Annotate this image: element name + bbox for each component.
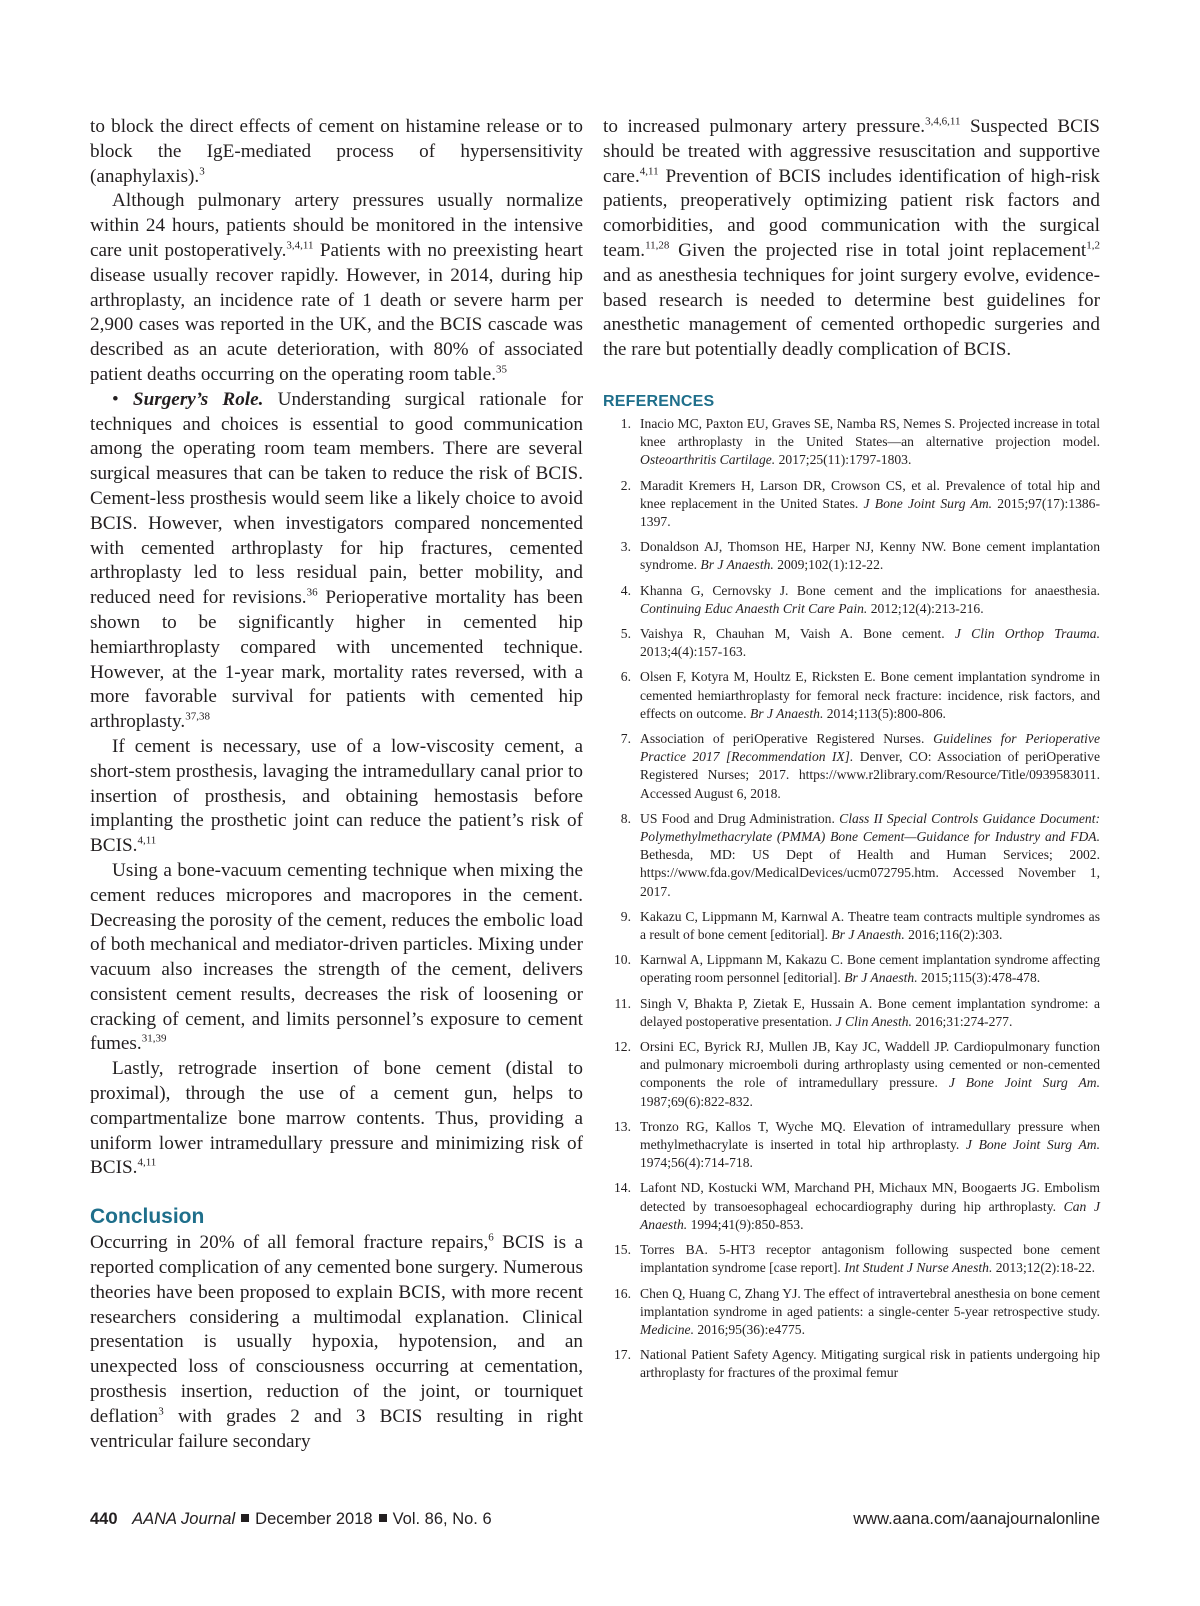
reference-citation: 2014;113(5):800-806. bbox=[823, 705, 946, 721]
reference-number: 14. bbox=[614, 1180, 631, 1196]
reference-text: Singh V, Bhakta P, Zietak E, Hussain A. Bone cement implantation syndrome: a delayed postoperative presentation. bbox=[640, 995, 1100, 1029]
reference-journal: Int Student J Nurse Anesth. bbox=[844, 1260, 993, 1276]
reference-text: National Patient Safety Agency. Mitigating surgical risk in patients undergoing hip arthroplasty for fractures of the proximal femur bbox=[640, 1347, 1100, 1381]
paragraph: If cement is necessary, use of a low-viscosity cement, a short-stem prosthesis, lavaging the intramedullary canal prior to insertion of prosthesis, and obtaining hemostasis before implanting the prosthetic joint can reduce the patient’s risk of BCIS.$^{4,11}$ bbox=[90, 735, 583, 857]
journal-name: AANA Journal bbox=[132, 1510, 236, 1528]
reference-citation: 2017;25(11):1797-1803. bbox=[775, 452, 912, 468]
reference-number: 2. bbox=[620, 477, 631, 493]
reference-journal: Medicine. bbox=[640, 1321, 694, 1337]
reference-item bbox=[603, 908, 1100, 944]
reference-text: US Food and Drug Administration. bbox=[640, 810, 840, 826]
reference-citation: 2015;115(3):478-478. bbox=[917, 970, 1041, 986]
paragraph: Using a bone-vacuum cementing technique when mixing the cement reduces micropores and macropores in the cement. Decreasing the porosity of the cement, reduces the embolic load of both mechanical and mediator-driven particles. Mixing under vacuum also increases the strength of the cement, delivers consistent cement results, decreases the risk of loosening or cracking of cement, and limits personnel’s exposure to cement fumes.$^{31,39}$ bbox=[90, 859, 583, 1055]
reference-text: Vaishya R, Chauhan M, Vaish A. Bone cement. bbox=[640, 626, 955, 641]
reference-journal: Continuing Educ Anaesth Crit Care Pain. bbox=[640, 600, 868, 616]
reference-citation: 2015;97(17):1386-1397. bbox=[640, 495, 1100, 529]
reference-text: Karnwal A, Lippmann M, Kakazu C. Bone cement implantation syndrome affecting operating room personnel [editorial]. bbox=[640, 952, 1100, 986]
reference-citation: 1974;56(4):714-718. bbox=[640, 1155, 753, 1171]
reference-text: Khanna G, Cernovsky J. Bone cement and the implications for anaesthesia. bbox=[640, 582, 1100, 598]
reference-journal: Osteoarthritis Cartilage. bbox=[640, 452, 776, 468]
volume-issue: Vol. 86, No. 6 bbox=[392, 1510, 492, 1528]
reference-citation: 2016;116(2):303. bbox=[904, 927, 1003, 943]
citation: 37,38 bbox=[185, 710, 210, 723]
reference-citation: 1994;41(9):850-853. bbox=[687, 1216, 804, 1232]
reference-text: Donaldson AJ, Thomson HE, Harper NJ, Kenny NW. Bone cement implantation syndrome. bbox=[640, 539, 1100, 573]
citation: 3 bbox=[199, 165, 205, 178]
reference-item bbox=[603, 1241, 1100, 1277]
citation: 36 bbox=[306, 586, 318, 599]
conclusion-heading: Conclusion bbox=[90, 1205, 205, 1229]
reference-citation: 1987;69(6):822-832. bbox=[640, 1093, 753, 1109]
reference-item bbox=[603, 538, 1100, 574]
reference-citation: 2009;102(1):12-22. bbox=[773, 557, 884, 573]
reference-journal: J Clin Anesth. bbox=[835, 1013, 912, 1029]
reference-number: 10. bbox=[614, 952, 631, 968]
reference-item bbox=[603, 1179, 1100, 1234]
reference-citation: 2016;31:274-277. bbox=[911, 1013, 1013, 1029]
reference-item bbox=[603, 810, 1100, 901]
reference-item bbox=[603, 1285, 1100, 1340]
reference-journal: J Bone Joint Surg Am. bbox=[965, 1137, 1100, 1153]
reference-text: Chen Q, Huang C, Zhang YJ. The effect of intravertebral anesthesia on bone cement implantation syndrome in aged patients: a single-center 5-year retrospective study. bbox=[640, 1285, 1100, 1319]
paragraph: to increased pulmonary artery pressure.$^{3,4,6,11}$ Suspected BCIS should be treated with aggressive resuscitation and supportive care.$^{4,11}$ Prevention of BCIS includes identification of high-risk patients, preoperatively optimizing patient risk factors and comorbidities, and good communication with the surgical team.$^{11,28}$ Given the projected rise in total joint replacement$^{1,2}$ and as anesthesia techniques for joint surgery evolve, evidence-based research is needed to determine best guidelines for anesthetic management of cemented orthopedic surgeries and the rare but potentially deadly complication of BCIS. bbox=[603, 115, 1100, 361]
issue-date: December 2018 bbox=[255, 1510, 373, 1528]
reference-number: 1. bbox=[620, 415, 631, 431]
citation: 3,4,6,11 bbox=[925, 115, 961, 128]
citation: 4,11 bbox=[137, 1157, 157, 1170]
reference-journal: Can J Anaesth. bbox=[640, 1198, 1101, 1232]
separator-square-icon bbox=[241, 1514, 249, 1522]
reference-citation: 2013;4(4):157-163. bbox=[640, 644, 747, 660]
reference-number: 16. bbox=[614, 1285, 631, 1301]
reference-item bbox=[603, 477, 1100, 532]
reference-number: 15. bbox=[614, 1242, 631, 1258]
page-number: 440 bbox=[90, 1510, 118, 1528]
citation: 3,4,11 bbox=[286, 239, 314, 252]
reference-number: 6. bbox=[620, 669, 631, 685]
reference-journal: J Bone Joint Surg Am. bbox=[863, 495, 993, 511]
reference-journal: Br J Anaesth. bbox=[749, 705, 824, 721]
reference-journal: J Bone Joint Surg Am. bbox=[948, 1075, 1100, 1091]
reference-citation: 2013;12(2):18-22. bbox=[992, 1260, 1096, 1276]
references-heading: REFERENCES bbox=[603, 392, 715, 410]
right-column bbox=[603, 115, 1100, 1390]
reference-item bbox=[603, 582, 1100, 618]
reference-journal: Br J Anaesth. bbox=[844, 970, 918, 986]
reference-item bbox=[603, 995, 1100, 1031]
reference-number: 11. bbox=[614, 995, 631, 1011]
citation: 35 bbox=[496, 363, 508, 376]
reference-number: 13. bbox=[614, 1118, 631, 1134]
reference-text: Olsen F, Kotyra M, Houltz E, Ricksten E. Bone cement implantation syndrome in cemented hemiarthroplasty for femoral neck fracture: incidence, risk factors, and effects on outcome. bbox=[640, 669, 1100, 721]
citation: 6 bbox=[488, 1231, 494, 1244]
reference-journal: Br J Anaesth. bbox=[700, 557, 774, 573]
reference-citation: Denver, CO: Association of periOperative Registered Nurses; 2017. https://www.r2library.com/Resource/Title/0939583011. Accessed August 6, 2018. bbox=[640, 749, 1100, 801]
reference-text: Maradit Kremers H, Larson DR, Crowson CS, et al. Prevalence of total hip and knee replacement in the United States. bbox=[640, 477, 1100, 511]
reference-number: 4. bbox=[620, 582, 631, 598]
paragraph: Occurring in 20% of all femoral fracture repairs,$^6$ BCIS is a reported complication of any cemented bone surgery. Numerous theories have been proposed to explain BCIS, with more recent researchers considering a multimodal explanation. Clinical presentation is usually hypoxia, hypotension, and an unexpected loss of consciousness occurring at cementation, prosthesis insertion, reduction of the joint, or tourniquet deflation$^3$ with grades 2 and 3 BCIS resulting in right ventricular failure secondary bbox=[90, 1231, 583, 1452]
reference-citation: 2012;12(4):213-216. bbox=[867, 600, 984, 616]
reference-item bbox=[603, 1038, 1100, 1111]
citation: 11,28 bbox=[645, 239, 670, 252]
reference-text: Lafont ND, Kostucki WM, Marchand PH, Michaux MN, Boogaerts JG. Embolism detected by transoesophageal echocardiography during hip arthroplasty. bbox=[640, 1180, 1100, 1214]
reference-number: 8. bbox=[620, 810, 631, 826]
reference-text: Inacio MC, Paxton EU, Graves SE, Namba RS, Nemes S. Projected increase in total knee arthroplasty in the United States—an alternative projection model. bbox=[640, 415, 1100, 450]
reference-item bbox=[603, 1118, 1100, 1173]
separator-square-icon bbox=[379, 1514, 387, 1522]
paragraph: to block the direct effects of cement on histamine release or to block the IgE-mediated process of hypersensitivity (anaphylaxis).$^3$ bbox=[90, 116, 583, 187]
reference-journal: J Clin Orthop Trauma. bbox=[954, 626, 1100, 641]
reference-number: 9. bbox=[620, 908, 631, 924]
reference-text: Association of periOperative Registered Nurses. bbox=[640, 731, 934, 747]
paragraph: • Surgery’s Role. Understanding surgical rationale for techniques and choices is essential to good communication among the operating room team members. There are several surgical measures that can be taken to reduce the risk of BCIS. Cement-less prosthesis would seem like a likely choice to avoid BCIS. However, when investigators compared noncemented with cemented arthroplasty for hip fractures, cemented arthroplasty led to less residual pain, better mobility, and reduced need for revisions.$^{36}$ Perioperative mortality has been shown to be significantly higher in cemented hip hemiarthroplasty compared with uncemented technique. However, at the 1-year mark, mortality rates reversed, with a more favorable survival for patients with cemented hip arthroplasty.$^{37,38}$ bbox=[90, 388, 584, 733]
citation: 4,11 bbox=[639, 165, 659, 178]
reference-text: Tronzo RG, Kallos T, Wyche MQ. Elevation of intramedullary pressure when methylmethacrylate is inserted in total hip arthroplasty. bbox=[640, 1118, 1100, 1153]
reference-item bbox=[603, 625, 1100, 661]
reference-text: Torres BA. 5-HT3 receptor antagonism following suspected bone cement implantation syndrome [case report]. bbox=[640, 1242, 1100, 1276]
reference-number: 7. bbox=[620, 731, 631, 747]
paragraph: Lastly, retrograde insertion of bone cement (distal to proximal), through the use of a cement gun, helps to compartmentalize bone marrow contents. Thus, providing a uniform lower intramedullary pressure and minimizing risk of BCIS.$^{4,11}$ bbox=[90, 1058, 583, 1179]
left-column bbox=[90, 115, 583, 1454]
reference-item bbox=[603, 951, 1100, 987]
citation: 31,39 bbox=[141, 1033, 167, 1046]
bullet: • bbox=[112, 388, 119, 410]
reference-journal: Guidelines for Perioperative Practice 2017 [Recommendation IX]. bbox=[640, 731, 1100, 765]
reference-citation: Bethesda, MD: US Dept of Health and Human Services; 2002. https://www.fda.gov/MedicalDevices/ucm072795.htm. Accessed November 1, 2017. bbox=[640, 847, 1100, 899]
reference-journal: Class II Special Controls Guidance Document: Polymethylmethacrylate (PMMA) Bone Cement—Guidance for Industry and FDA. bbox=[640, 810, 1100, 845]
reference-number: 12. bbox=[614, 1039, 631, 1055]
reference-number: 5. bbox=[620, 626, 631, 641]
reference-text: Orsini EC, Byrick RJ, Mullen JB, Kay JC, Waddell JP. Cardiopulmonary function and pulmonary microemboli during arthroplasty using cemented or non-cemented components the role of intramedullary pressure. bbox=[640, 1039, 1100, 1091]
page-footer bbox=[90, 1510, 1100, 1536]
reference-number: 3. bbox=[620, 539, 631, 555]
reference-number: 17. bbox=[614, 1347, 631, 1363]
references-list bbox=[603, 415, 1100, 1383]
reference-item bbox=[603, 1346, 1100, 1382]
subheading: Surgery’s Role. bbox=[132, 388, 264, 410]
citation: 4,11 bbox=[137, 834, 157, 847]
paragraph: Although pulmonary artery pressures usually normalize within 24 hours, patients should be monitored in the intensive care unit postoperatively.$^{3,4,11}$ Patients with no preexisting heart disease usually recover rapidly. However, in 2014, during hip arthroplasty, an incidence rate of 1 death or severe harm per 2,900 cases was reported in the UK, and the BCIS cascade was described as an acute deterioration, with 80% of associated patient deaths occurring on the operating room table.$^{35}$ bbox=[90, 190, 583, 385]
reference-text: Kakazu C, Lippmann M, Karnwal A. Theatre team contracts multiple syndromes as a result of bone cement [editorial]. bbox=[640, 908, 1100, 943]
journal-website: www.aana.com/aanajournalonline bbox=[853, 1510, 1100, 1528]
reference-item bbox=[603, 415, 1100, 470]
reference-item bbox=[603, 730, 1100, 803]
citation: 1,2 bbox=[1086, 239, 1100, 252]
reference-citation: 2016;95(36):e4775. bbox=[693, 1321, 805, 1337]
reference-item bbox=[603, 668, 1100, 723]
citation: 3 bbox=[158, 1405, 164, 1418]
reference-journal: Br J Anaesth. bbox=[831, 927, 905, 943]
